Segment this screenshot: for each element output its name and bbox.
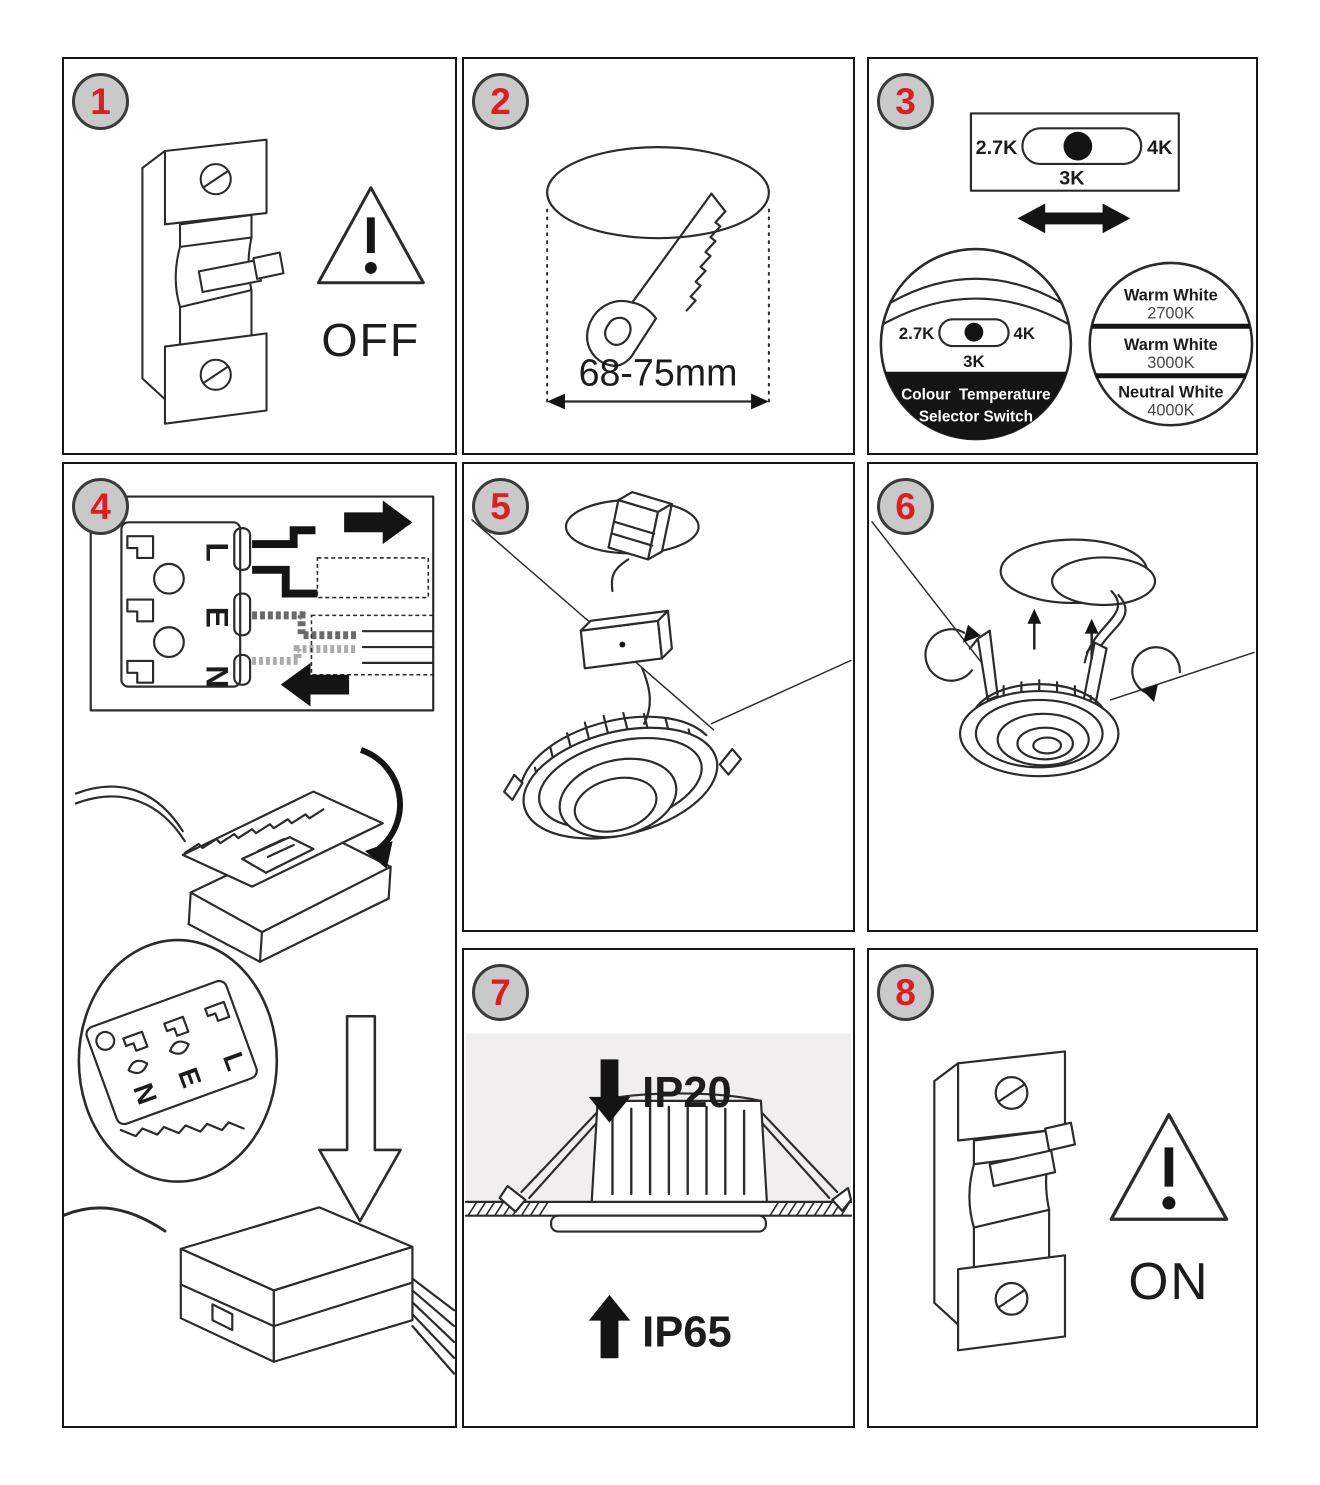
- cct-switch-knob: [1063, 132, 1092, 161]
- magnifier-ellipse: [79, 940, 277, 1182]
- wires-drawing: [252, 530, 433, 675]
- wiring-inset-box: [91, 497, 433, 711]
- step-7-panel: [462, 948, 855, 1428]
- fixture-back-circle: [881, 249, 1071, 440]
- terminal-label-N: N: [199, 665, 236, 689]
- ceiling-hole: [1001, 540, 1155, 605]
- spring-clip-left: [501, 773, 526, 801]
- step-1-panel: [62, 57, 457, 455]
- step-1-badge: [72, 73, 129, 130]
- spring-clip-left: [970, 631, 998, 700]
- step-3-number: 3: [895, 81, 916, 122]
- step-7-badge: [472, 964, 529, 1021]
- warning-triangle-icon: [318, 188, 423, 283]
- selector-caption-line1: Colour Temperature: [901, 386, 1051, 404]
- step-2-badge: [472, 73, 529, 130]
- step-5-art: [464, 464, 853, 930]
- ceiling-section: [466, 1202, 851, 1216]
- downlight: [492, 686, 752, 861]
- left-right-arrow-icon: [1017, 204, 1130, 234]
- push-up-arrow-icon: [1027, 609, 1041, 649]
- cct-option-2-kelvin: 3000K: [1147, 353, 1195, 372]
- step-3-badge: [877, 73, 934, 130]
- cct-bottom-label: 3K: [1059, 167, 1085, 190]
- ip-rating-above-label: IP20: [642, 1068, 732, 1117]
- cct-option-3-name: Neutral White: [1118, 383, 1224, 402]
- fixture-cct-right-label: 4K: [1013, 324, 1036, 344]
- cct-option-3-kelvin: 4000K: [1147, 401, 1195, 420]
- fixture-cct-bottom-label: 3K: [963, 351, 985, 371]
- cct-option-1-name: Warm White: [1124, 286, 1218, 305]
- insert-arrow-icon: [344, 501, 412, 545]
- driver-box: [609, 492, 672, 559]
- terminal-label-L: L: [199, 542, 236, 562]
- circuit-breaker-drawing: [142, 140, 283, 424]
- cct-switch-plate: [971, 113, 1179, 190]
- ip65-annotation: [589, 1295, 732, 1358]
- step-4-panel: [62, 462, 457, 1428]
- step-6-art: [869, 464, 1256, 930]
- warning-triangle-icon: [1111, 1115, 1226, 1220]
- circuit-breaker-drawing: [934, 1051, 1075, 1350]
- downlight: [960, 631, 1118, 776]
- step-4-number: 4: [90, 486, 111, 527]
- ip20-annotation: [589, 1059, 732, 1122]
- step-6-badge: [877, 478, 934, 535]
- power-off-label: OFF: [321, 313, 421, 366]
- cable-upper: [612, 559, 628, 591]
- down-arrow-icon: [319, 1016, 400, 1221]
- cct-option-2-name: Warm White: [1124, 336, 1218, 355]
- step-8-panel: [867, 948, 1258, 1428]
- power-on-label: ON: [1128, 1251, 1210, 1310]
- ip-rating-below-label: IP65: [642, 1308, 732, 1357]
- junction-box: [581, 611, 672, 668]
- junction-box-open-drawing: [76, 750, 400, 962]
- cct-option-list-circle: [1090, 263, 1252, 425]
- cct-option-1-kelvin: 2700K: [1147, 304, 1195, 323]
- step-6-number: 6: [895, 486, 916, 527]
- spring-clip-right: [1083, 643, 1107, 708]
- breaker-lever-off: [199, 253, 284, 292]
- spring-clip-right: [717, 748, 744, 776]
- step-5-badge: [472, 478, 529, 535]
- step-4-badge: [72, 478, 129, 535]
- step-2-number: 2: [490, 81, 511, 122]
- step-3-panel: [867, 57, 1258, 455]
- step-5-panel: [462, 462, 855, 932]
- rotate-lid-arrow-icon: [361, 750, 400, 869]
- step-7-art: [464, 950, 853, 1426]
- magnified-terminal-E: E: [172, 1063, 208, 1092]
- junction-box-closed-drawing: [64, 1207, 454, 1373]
- terminal-connector-drawing: [121, 522, 250, 688]
- selector-caption-line2: Selector Switch: [918, 408, 1033, 426]
- ribbon-wires: [412, 1279, 454, 1374]
- step-6-panel: [867, 462, 1258, 932]
- leader-line-right: [711, 660, 851, 723]
- leader-line-left: [872, 522, 994, 678]
- rotate-arrow-right-icon: [1132, 647, 1180, 702]
- cct-right-label: 4K: [1147, 137, 1173, 160]
- step-8-number: 8: [895, 972, 916, 1013]
- up-arrow-icon: [589, 1295, 631, 1358]
- magnified-terminal-L: L: [216, 1048, 252, 1075]
- step-4-art: [64, 464, 455, 1426]
- step-1-number: 1: [90, 81, 111, 122]
- rotate-arrow-left-icon: [925, 625, 980, 681]
- dimension-annotation: [547, 352, 769, 410]
- step-8-art: [869, 950, 1256, 1426]
- step-2-panel: [462, 57, 855, 455]
- cct-left-label: 2.7K: [975, 137, 1018, 160]
- terminal-label-E: E: [199, 606, 236, 628]
- step-7-number: 7: [490, 972, 511, 1013]
- fixture-cct-left-label: 2.7K: [898, 324, 935, 344]
- trim-ring: [551, 1216, 766, 1232]
- release-arrow-icon: [281, 663, 349, 707]
- step-5-number: 5: [490, 486, 511, 527]
- cutout-dimension-label: 68-75mm: [578, 351, 738, 394]
- magnified-terminal-N: N: [127, 1079, 164, 1109]
- step-8-badge: [877, 964, 934, 1021]
